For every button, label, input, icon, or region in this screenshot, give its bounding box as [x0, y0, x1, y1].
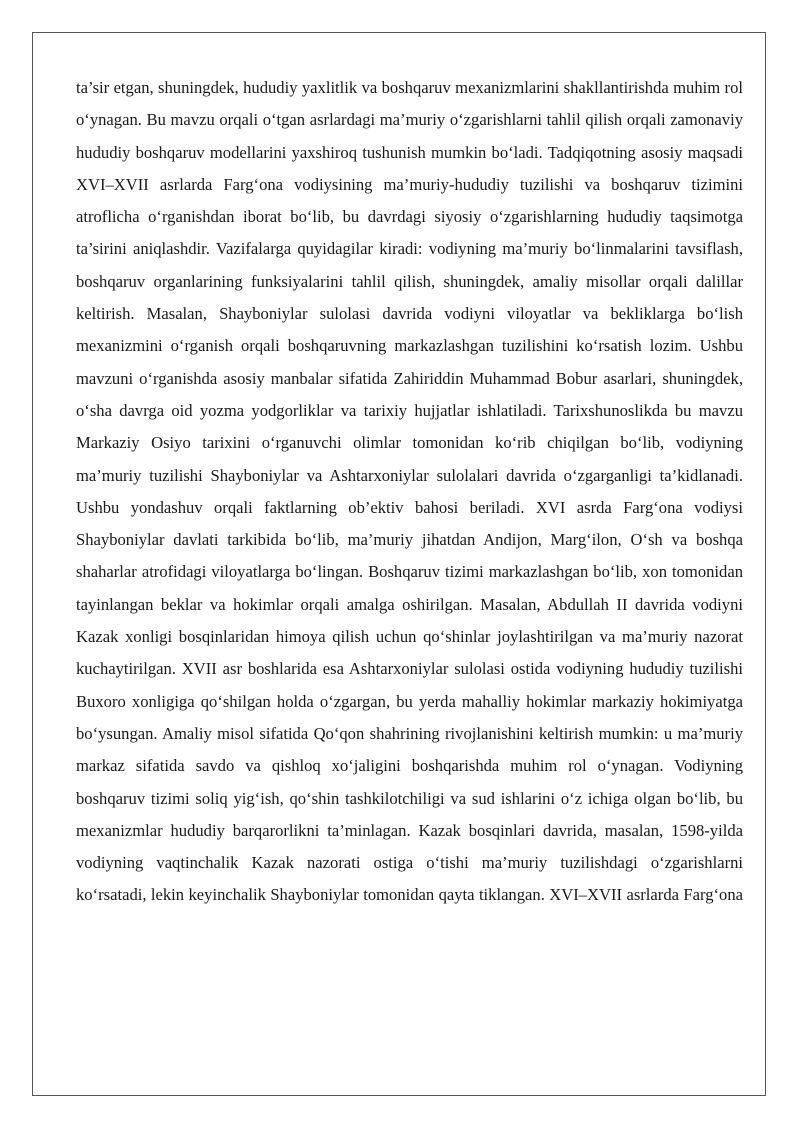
body-paragraph: ta’sir etgan, shuningdek, hududiy yaxlitlik va boshqaruv mexanizmlarini shakllantirishda muhim rol o‘ynagan. Bu mavzu orqali o‘tgan asrlardagi ma’muriy o‘zgarishlarni tahlil qilish orqali zamonaviy hududiy boshqaruv modellarini yaxshiroq tushunish mumkin bo‘ladi. Tadqiqotning asosiy maqsadi XVI–XVII asrlarda Farg‘ona vodiysining ma’muriy-hududiy tuzilishi va boshqaruv tizimini atroflicha o‘rganishdan iborat bo‘lib, bu davrdagi siyosiy o‘zgarishlarning hududiy taqsimotga ta’sirini aniqlashdir. Vazifalarga quyidagilar kiradi: vodiyning ma’muriy bo‘linmalarini tavsiflash, boshqaruv organlarining funksiyalarini tahlil qilish, shuningdek, amaliy misollar orqali dalillar keltirish. Masalan, Shayboniylar sulolasi davrida vodiyni viloyatlar va bekliklarga bo‘lish mexanizmini o‘rganish orqali boshqaruvning markazlashgan tuzilishini ko‘rsatish lozim. Ushbu mavzuni o‘rganishda asosiy manbalar sifatida Zahiriddin Muhammad Bobur asarlari, shuningdek, o‘sha davrga oid yozma yodgorliklar va tarixiy hujjatlar ishlatiladi. Tarixshunoslikda bu mavzu Markaziy Osiyo tarixini o‘rganuvchi olimlar tomonidan ko‘rib chiqilgan bo‘lib, vodiyning ma’muriy tuzilishi Shayboniylar va Ashtarxoniylar sulolalari davrida o‘zgarganligi ta’kidlanadi. Ushbu yondashuv orqali faktlarning ob’ektiv bahosi beriladi. XVI asrda Farg‘ona vodiysi Shayboniylar davlati tarkibida bo‘lib, ma’muriy jihatdan Andijon, Marg‘ilon, O‘sh va boshqa shaharlar atrofidagi viloyatlarga bo‘lingan. Boshqaruv tizimi markazlashgan bo‘lib, xon tomonidan tayinlangan beklar va hokimlar orqali amalga oshirilgan. Masalan, Abdullah II davrida vodiyni Kazak xonligi bosqinlaridan himoya qilish uchun qo‘shinlar joylashtirilgan va ma’muriy nazorat kuchaytirilgan. XVII asr boshlarida esa Ashtarxoniylar sulolasi ostida vodiyning hududiy tuzilishi Buxoro xonligiga qo‘shilgan holda o‘zgargan, bu yerda mahalliy hokimlar markaziy hokimiyatga bo‘ysungan. Amaliy misol sifatida Qo‘qon shahrining rivojlanishini keltirish mumkin: u ma’muriy markaz sifatida savdo va qishloq xo‘jaligini boshqarishda muhim rol o‘ynagan. Vodiyning boshqaruv tizimi soliq yig‘ish, qo‘shin tashkilotchiligi va sud ishlarini o‘z ichiga olgan bo‘lib, bu mexanizmlar hududiy barqarorlikni ta’minlagan. Kazak bosqinlari davrida, masalan, 1598-yilda vodiyning vaqtinchalik Kazak nazorati ostiga o‘tishi ma’muriy tuzilishdagi o‘zgarishlarni ko‘rsatadi, lekin keyinchalik Shayboniylar tomonidan qayta tiklangan. XVI–XVII asrlarda Farg‘ona [76, 78, 743, 905]
